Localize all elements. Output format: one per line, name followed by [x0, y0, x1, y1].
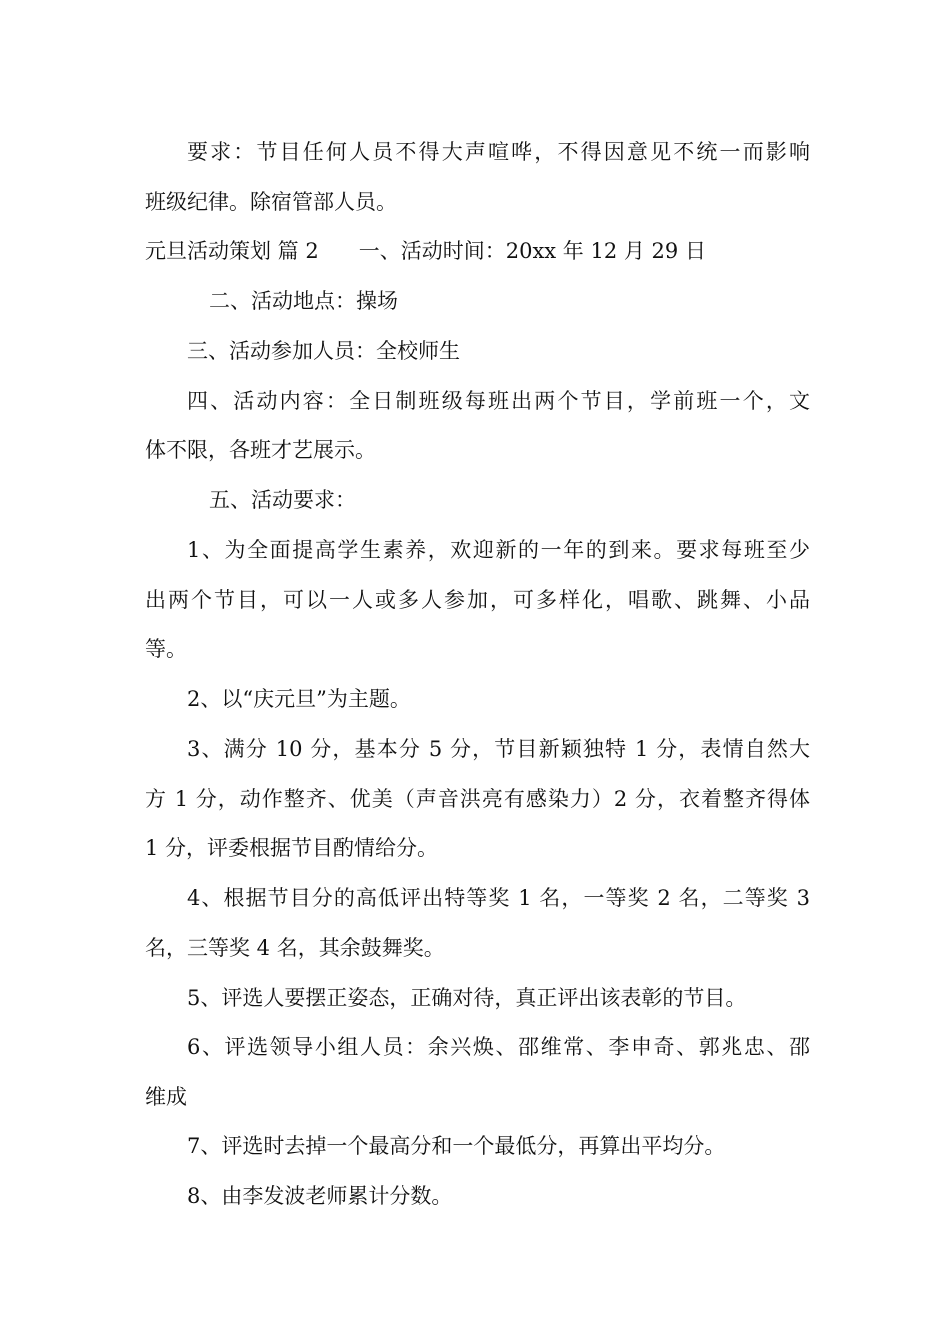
activity-requirements-heading: 五、活动要求：: [209, 488, 356, 512]
activity-participants: 三、活动参加人员：全校师生: [187, 339, 460, 363]
activity-time: 一、活动时间：20xx 年 12 月 29 日: [358, 239, 706, 263]
paragraph-line: 1 分，评委根据节目酌情给分。: [145, 836, 439, 860]
paragraph-line: 体不限，各班才艺展示。: [145, 438, 376, 462]
paragraph-line: 7、评选时去掉一个最高分和一个最低分，再算出平均分。: [187, 1134, 726, 1158]
paragraph-line: 出两个节目，可以一人或多人参加，可多样化，唱歌、跳舞、小品: [145, 588, 810, 612]
paragraph-line: 1、为全面提高学生素养，欢迎新的一年的到来。要求每班至少: [187, 538, 810, 562]
paragraph-line: 等。: [145, 637, 187, 661]
paragraph-line: 3、满分 10 分，基本分 5 分，节目新颖独特 1 分，表情自然大: [187, 737, 810, 761]
paragraph-line: 5、评选人要摆正姿态，正确对待，真正评出该表彰的节目。: [187, 986, 747, 1010]
paragraph-line: 名，三等奖 4 名，其余鼓舞奖。: [145, 936, 445, 960]
paragraph-line: 方 1 分，动作整齐、优美（声音洪亮有感染力）2 分，衣着整齐得体: [145, 787, 810, 811]
paragraph-line: 要求：节目任何人员不得大声喧哗，不得因意见不统一而影响: [187, 140, 810, 164]
activity-location: 二、活动地点：操场: [209, 289, 398, 313]
paragraph-line: 维成: [145, 1085, 187, 1109]
paragraph-line: 6、评选领导小组人员：余兴焕、邵维常、李申奇、郭兆忠、邵: [187, 1035, 810, 1059]
paragraph-line: 2、以“庆元旦”为主题。: [187, 687, 411, 711]
paragraph-line: 班级纪律。除宿管部人员。: [145, 190, 397, 214]
section-title: 元旦活动策划 篇 2: [145, 239, 319, 263]
paragraph-line: 4、根据节目分的高低评出特等奖 1 名，一等奖 2 名，二等奖 3: [187, 886, 810, 910]
paragraph-line: 8、由李发波老师累计分数。: [187, 1184, 453, 1208]
section-heading-line: [145, 226, 810, 276]
paragraph-line: 四、活动内容：全日制班级每班出两个节目，学前班一个，文: [187, 389, 810, 413]
